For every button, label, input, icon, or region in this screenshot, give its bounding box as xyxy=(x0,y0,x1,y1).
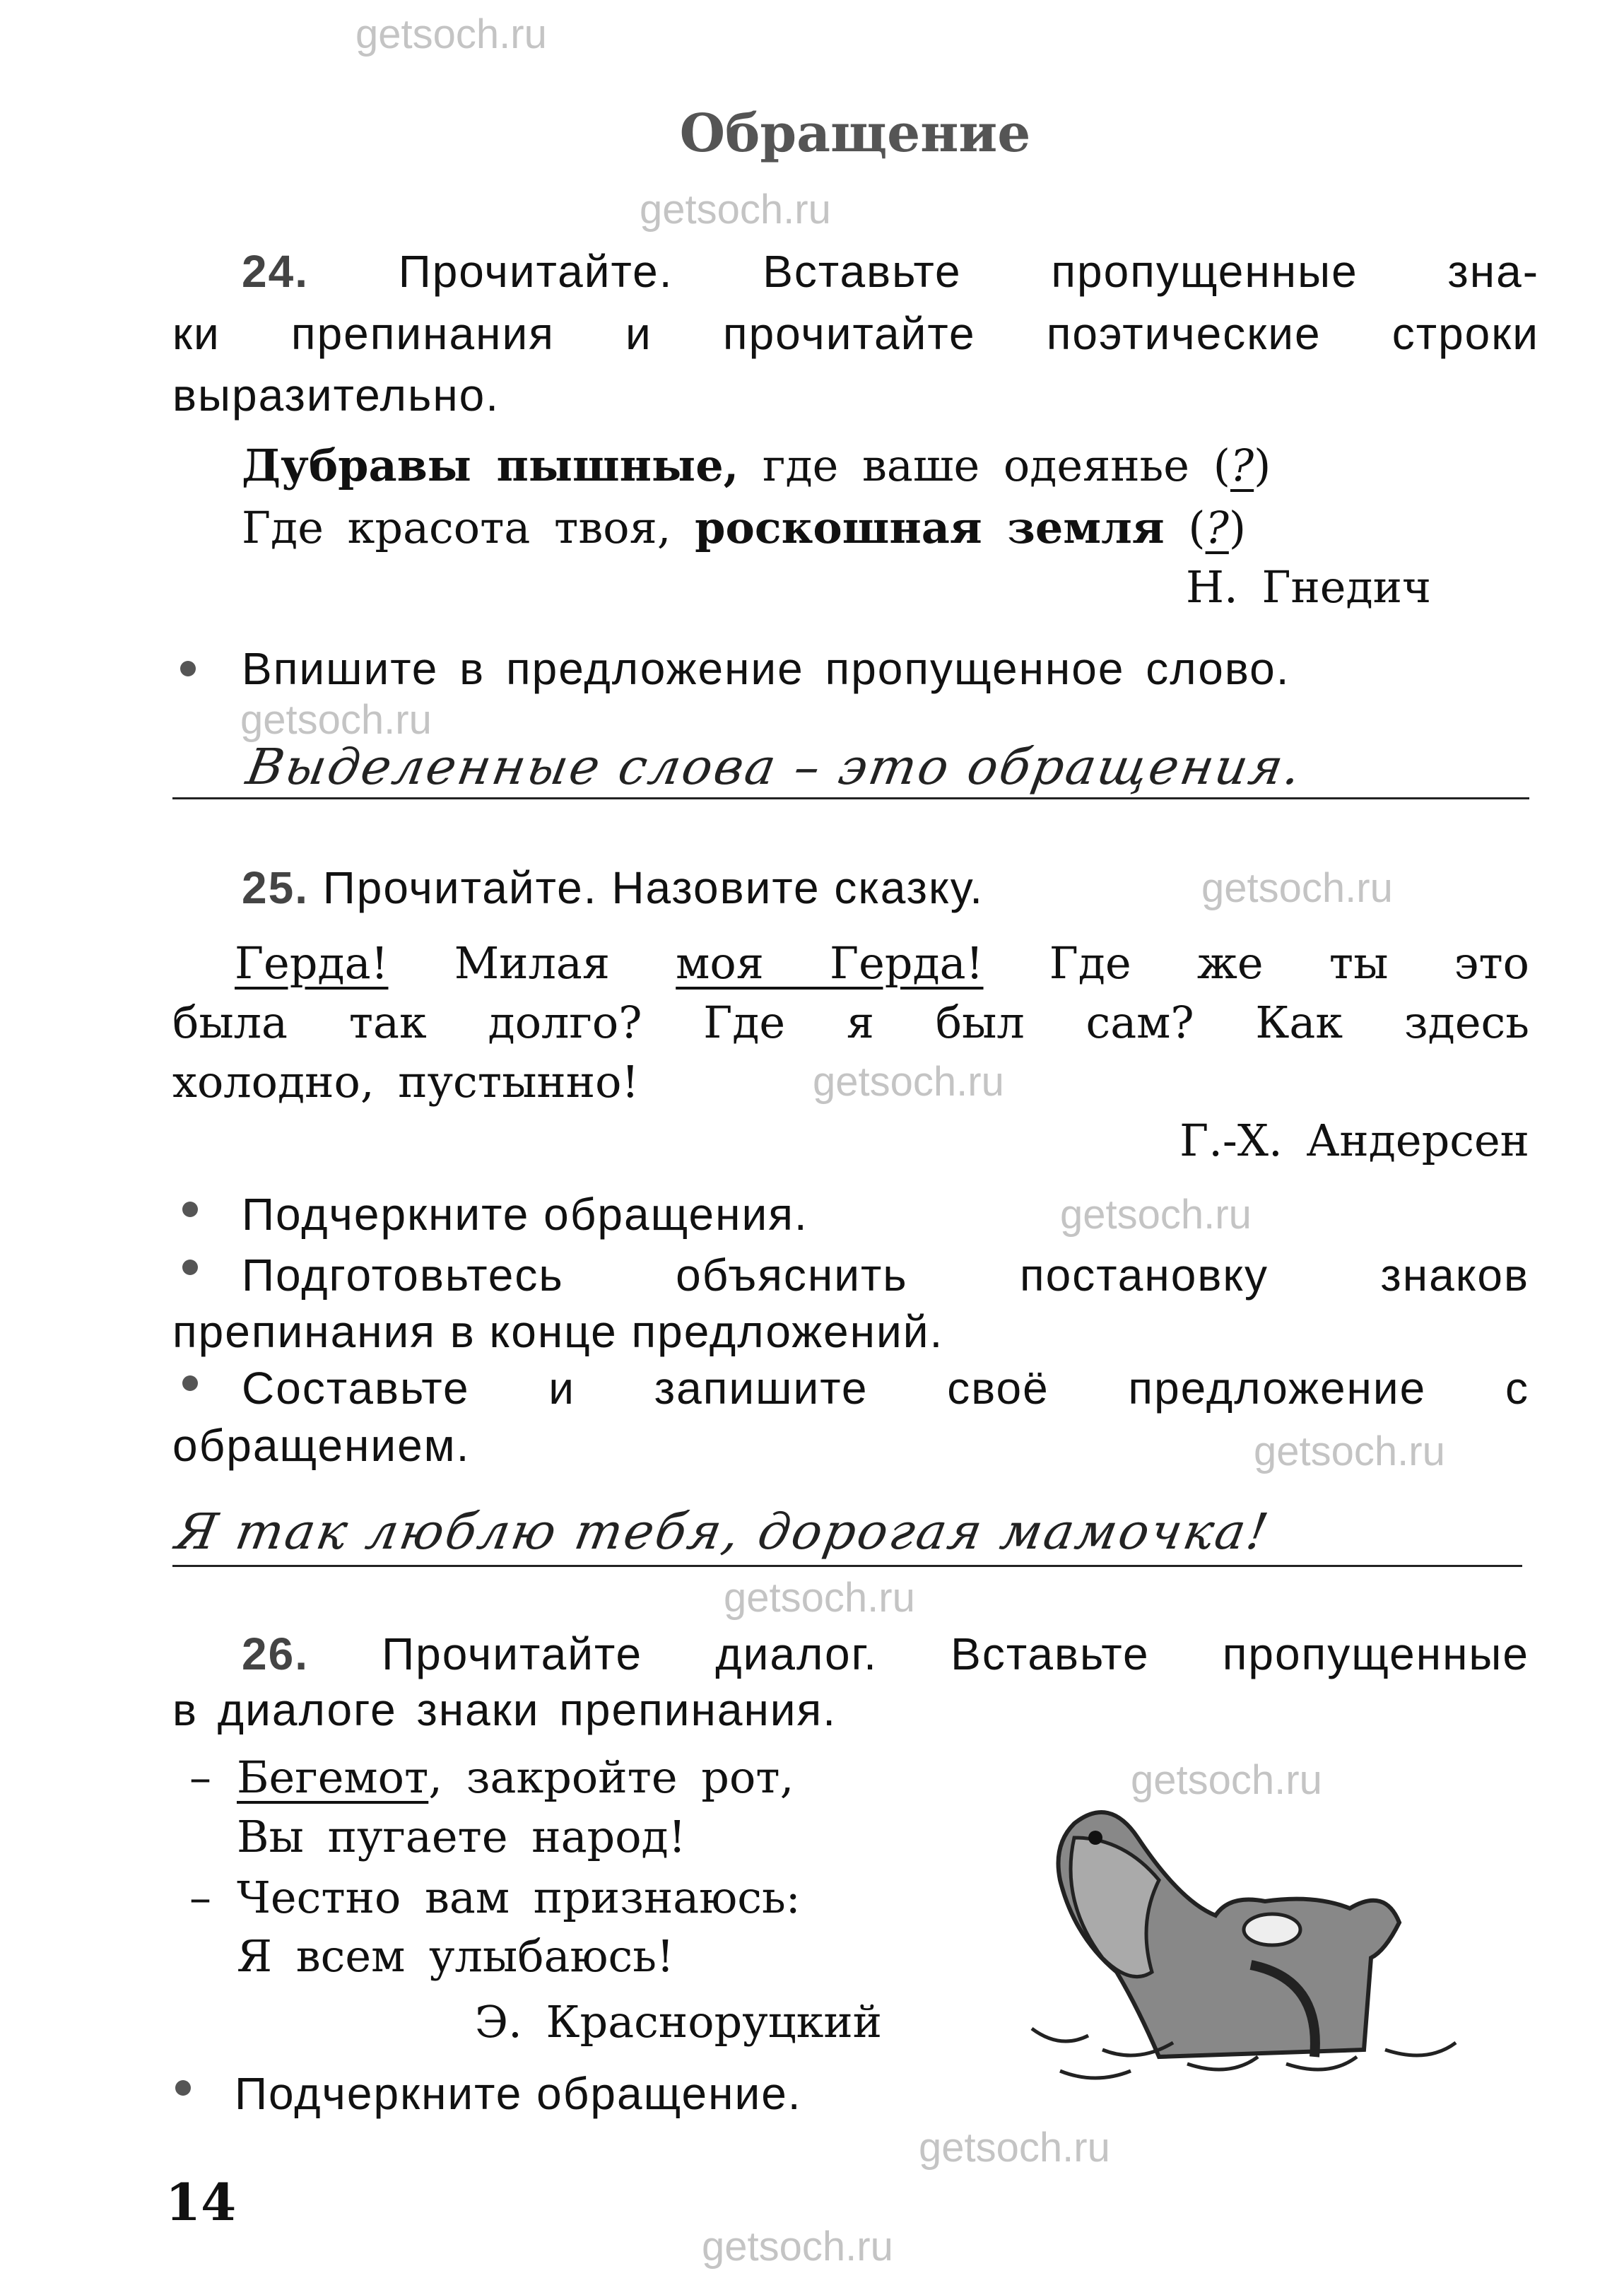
dialog-dash: – xyxy=(189,1872,211,1923)
bullet-icon xyxy=(182,1375,198,1391)
inserted-comma: , xyxy=(428,1751,442,1803)
ex25-text-line-1 xyxy=(235,937,1529,989)
ex24-number: 24. xyxy=(242,246,309,297)
poem-author: Н. Гнедич xyxy=(1185,561,1431,613)
poem-line-3: Честно вам признаюсь: xyxy=(237,1872,801,1923)
handwritten-answer: Я так люблю тебя, дорогая мамочка! xyxy=(171,1503,1275,1561)
handwritten-answer: Выделенные слова – это обращения. xyxy=(242,738,1307,796)
watermark: getsoch.ru xyxy=(724,1575,915,1621)
watermark: getsoch.ru xyxy=(702,2224,893,2270)
watermark: getsoch.ru xyxy=(919,2125,1110,2171)
poem-line-4: Я всем улыбаюсь! xyxy=(237,1930,674,1982)
page-title: Обращение xyxy=(679,103,1031,164)
hippo-illustration xyxy=(1018,1795,1555,2092)
page-number: 14 xyxy=(165,2172,237,2232)
watermark: getsoch.ru xyxy=(813,1059,1004,1105)
poem-line-1 xyxy=(237,1751,794,1803)
underlined-address: моя Герда! xyxy=(676,937,984,989)
text: Милая xyxy=(388,937,676,989)
watermark: getsoch.ru xyxy=(355,11,547,57)
watermark: getsoch.ru xyxy=(1201,865,1393,911)
dialog-dash: – xyxy=(189,1751,211,1803)
text: закройте рот, xyxy=(442,1751,794,1803)
bullet-icon xyxy=(175,2080,191,2096)
bullet-icon xyxy=(180,661,196,676)
ex26-line-1 xyxy=(242,1628,1530,1679)
underlined-address: Герда! xyxy=(235,937,389,989)
task-text: препинания в конце предложений. xyxy=(172,1306,944,1357)
task-text: Подчеркните обращение. xyxy=(235,2068,802,2119)
underlined-address: Бегемот xyxy=(237,1751,429,1803)
ex24-text: Прочитайте. Вставьте пропущенные зна- xyxy=(398,246,1539,297)
watermark: getsoch.ru xyxy=(1060,1192,1252,1238)
task-text: Подчеркните обращения. xyxy=(242,1189,808,1240)
ex24-line-2: ки препинания и прочитайте поэтические строки xyxy=(172,308,1539,359)
poem-text: Где красота твоя, xyxy=(242,502,695,553)
ex25-number: 25. xyxy=(242,862,309,913)
watermark: getsoch.ru xyxy=(240,697,432,743)
poem-bold: Дубравы пышные, xyxy=(242,440,739,491)
answer-mark: ? xyxy=(1205,502,1229,553)
task-text: обращением. xyxy=(172,1420,471,1471)
ex26-author: Э. Красноруцкий xyxy=(474,1996,882,2048)
bullet-icon xyxy=(182,1202,198,1217)
watermark: getsoch.ru xyxy=(640,187,831,233)
text: Где же ты это xyxy=(983,937,1529,989)
watermark: getsoch.ru xyxy=(1254,1428,1445,1474)
ex26-number: 26. xyxy=(242,1628,309,1679)
ex26-text: Прочитайте диалог. Вставьте пропущенные xyxy=(382,1628,1530,1679)
ex25-text: Прочитайте. Назовите сказку. xyxy=(322,862,984,913)
bullet-icon xyxy=(182,1260,198,1275)
poem-line-2: Где красота твоя, роскошная земля (?) xyxy=(242,502,1247,553)
task-text: Составьте и запишите своё предложение с xyxy=(242,1363,1529,1414)
ex25-author: Г.-Х. Андерсен xyxy=(1179,1115,1529,1166)
ex25-text-line-2: была так долго? Где я был сам? Как здесь xyxy=(172,997,1529,1048)
watermark: getsoch.ru xyxy=(1131,1757,1322,1803)
poem-line-1: Дубравы пышные, где ваше одеянье (?) xyxy=(242,440,1271,491)
poem-text: где ваше одеянье xyxy=(739,440,1190,491)
answer-line xyxy=(172,1565,1522,1567)
poem-line-2: Вы пугаете народ! xyxy=(237,1811,686,1862)
ex25-text-line-3: холодно, пустынно! xyxy=(172,1056,640,1108)
answer-line xyxy=(172,797,1529,799)
ex26-line-2: в диалоге знаки препинания. xyxy=(172,1684,837,1735)
task-text: Впишите в предложение пропущенное слово. xyxy=(242,643,1290,694)
ex25-intro xyxy=(242,862,984,913)
task-text: Подготовьтесь объяснить постановку знаков xyxy=(242,1250,1529,1301)
ex24-line-1 xyxy=(242,246,1539,297)
ex24-line-3: выразительно. xyxy=(172,370,500,421)
poem-bold: роскошная земля xyxy=(695,502,1165,553)
answer-mark: ? xyxy=(1230,440,1254,491)
